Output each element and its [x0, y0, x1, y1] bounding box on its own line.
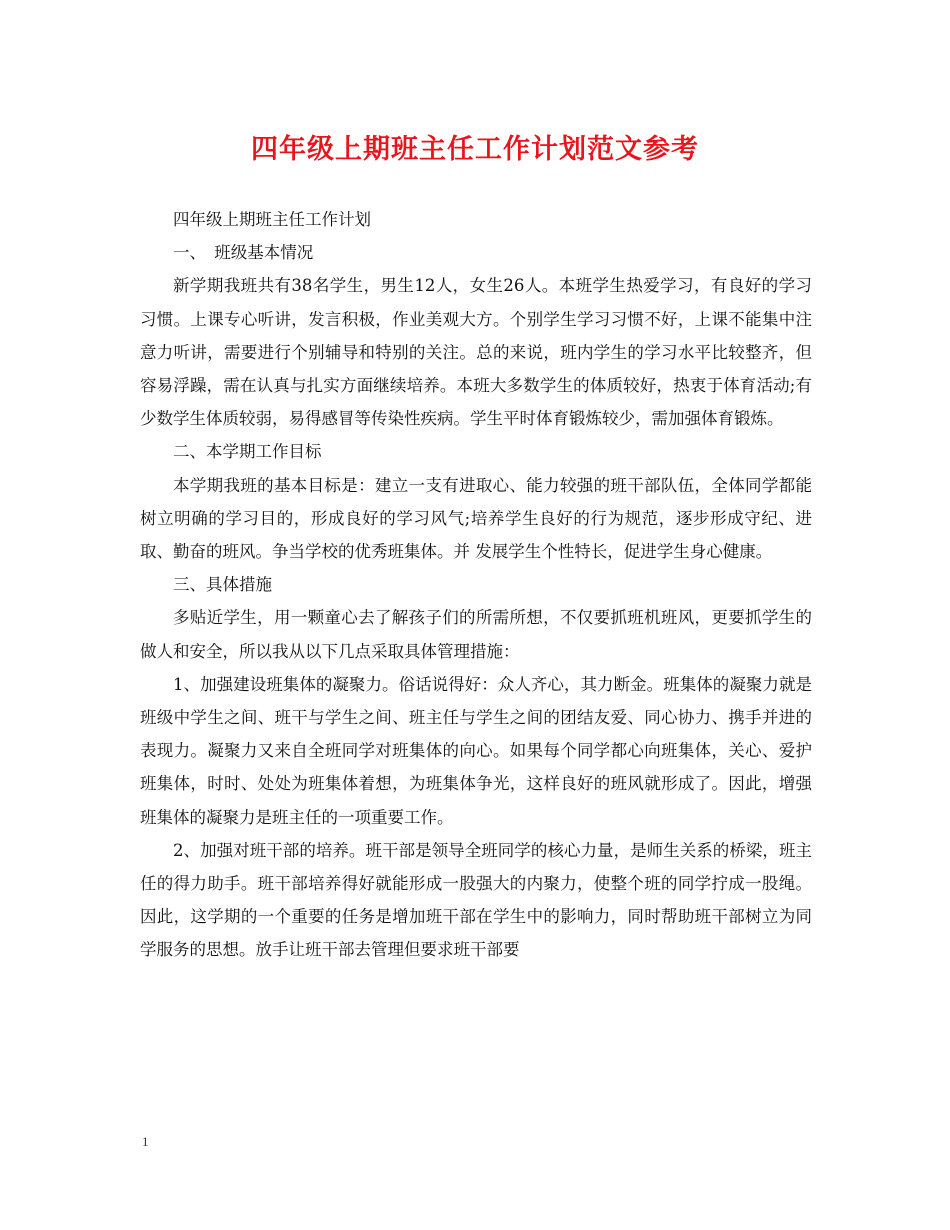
- paragraph-goals: 本学期我班的基本目标是：建立一支有进取心、能力较强的班干部队伍，全体同学都能树立明确的学习目的，形成良好的学习风气;培养学生良好的行为规范，逐步形成守纪、进取、勤奋的班风。争当学校的优秀班集体。并 发展学生个性特长，促进学生身心健康。: [140, 475, 812, 562]
- section-heading-measures: 三、具体措施: [173, 575, 272, 595]
- document-title: 四年级上期班主任工作计划范文参考: [251, 134, 699, 165]
- paragraph-measure-1: 1、加强建设班集体的凝聚力。俗话说得好：众人齐心，其力断金。班集体的凝聚力就是班级中学生之间、班干与学生之间、班主任与学生之间的团结友爱、同心协力、携手并进的表现力。凝聚力又来自全班同学对班集体的向心。如果每个同学都心向班集体，关心、爱护班集体，时时、处处为班集体着想，为班集体争光，这样良好的班风就形成了。因此，增强班集体的凝聚力是班主任的一项重要工作。: [140, 674, 812, 827]
- paragraph-measures-intro: 多贴近学生，用一颗童心去了解孩子们的所需所想，不仅要抓班机班风，更要抓学生的做人和安全，所以我从以下几点采取具体管理措施：: [140, 608, 812, 661]
- paragraph-class-situation: 新学期我班共有38名学生，男生12人，女生26人。本班学生热爱学习，有良好的学习习惯。上课专心听讲，发言积极，作业美观大方。个别学生学习习惯不好，上课不能集中注意力听讲，需要进行个别辅导和特别的关注。总的来说，班内学生的学习水平比较整齐，但容易浮躁，需在认真与扎实方面继续培养。本班大多数学生的体质较好，热衷于体育活动;有少数学生体质较弱，易得感冒等传染性疾病。学生平时体育锻炼较少，需加强体育锻炼。: [140, 276, 812, 429]
- document-body: [140, 203, 812, 967]
- page-number: 1: [142, 1134, 149, 1149]
- section-heading-class-situation: 一、 班级基本情况: [173, 243, 314, 263]
- section-heading-goals: 二、本学期工作目标: [173, 442, 322, 462]
- paragraph-measure-2: 2、加强对班干部的培养。班干部是领导全班同学的核心力量，是师生关系的桥梁，班主任的得力助手。班干部培养得好就能形成一股强大的内聚力，使整个班的同学拧成一股绳。因此，这学期的一个重要的任务是增加班干部在学生中的影响力，同时帮助班干部树立为同学服务的思想。放手让班干部去管理但要求班干部要: [140, 840, 812, 960]
- plan-heading: 四年级上期班主任工作计划: [173, 210, 371, 229]
